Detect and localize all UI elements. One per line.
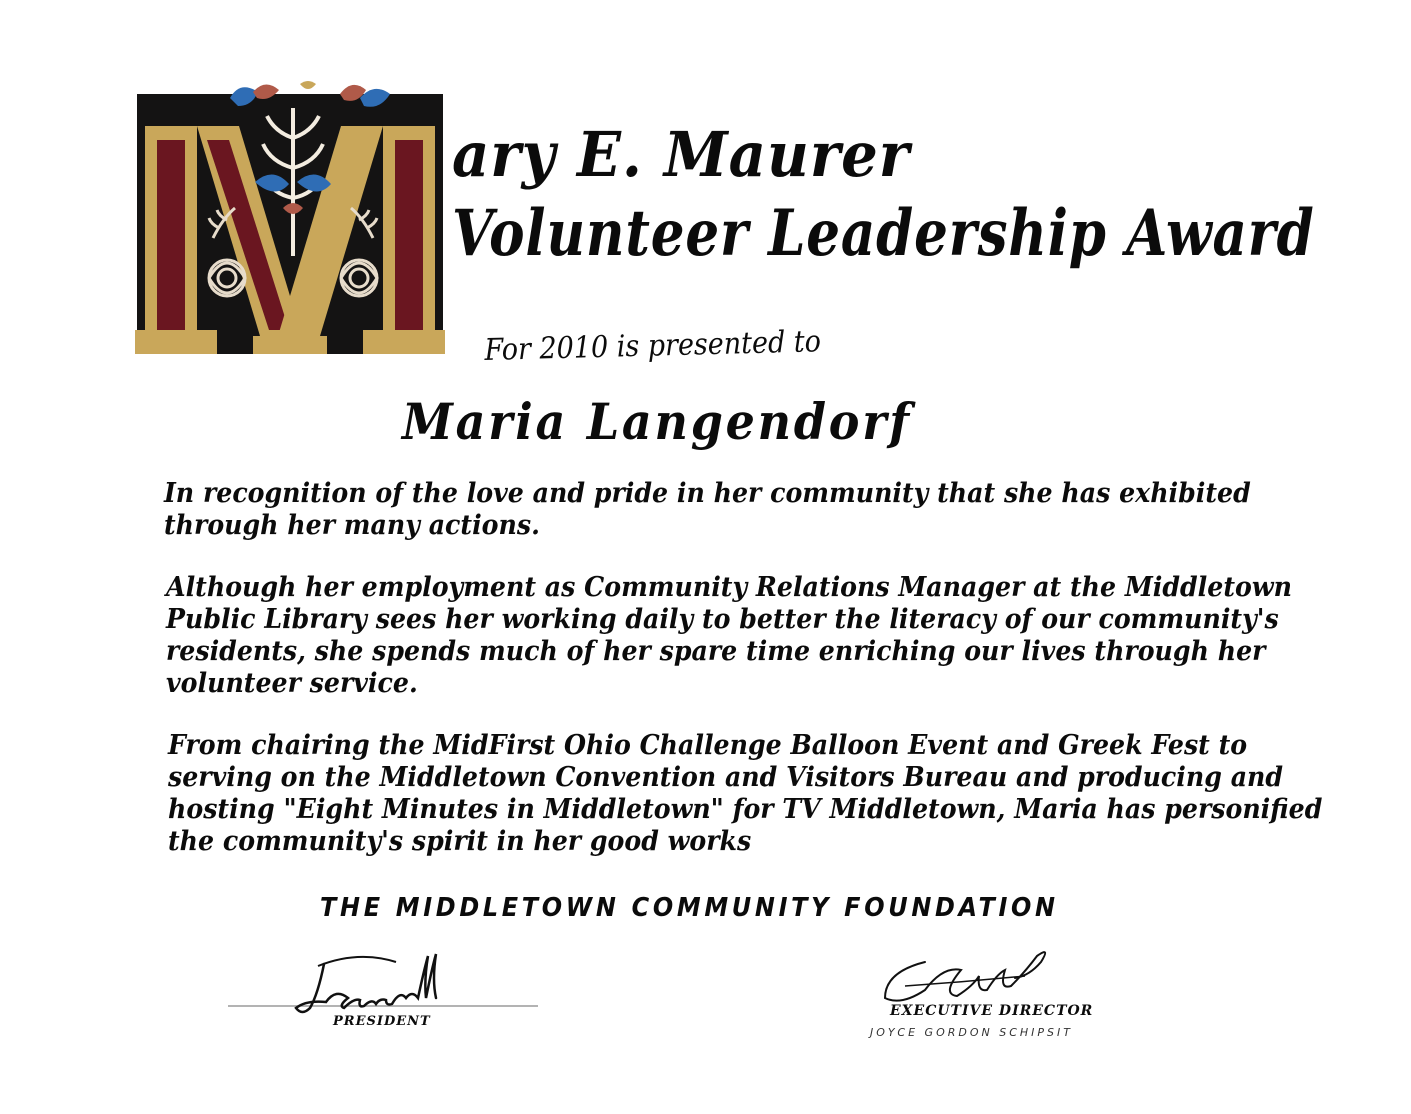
paragraph-line: the community's spirit in her good works <box>168 826 752 857</box>
illuminated-initial-m <box>135 78 445 356</box>
president-title: PRESIDENT <box>333 1014 431 1029</box>
achievements-paragraph <box>168 730 1323 858</box>
award-title-line-2: Volunteer Leadership Award <box>452 196 1315 271</box>
award-title-line-1: ary E. Maurer <box>452 118 911 191</box>
paragraph-line: volunteer service. <box>166 668 418 699</box>
paragraph-line: Public Library sees her working daily to better the literacy of our community's <box>166 604 1279 635</box>
recipient-name: Maria Langendorf <box>402 392 912 451</box>
recognition-paragraph <box>164 478 1251 542</box>
paragraph-line: In recognition of the love and pride in her community that she has exhibited <box>164 478 1251 509</box>
paragraph-line: through her many actions. <box>164 510 540 541</box>
paragraph-line: From chairing the MidFirst Ohio Challenge Balloon Event and Greek Fest to <box>168 730 1248 761</box>
presented-to-text: For 2010 is presented to <box>484 324 822 368</box>
paragraph-line: Although her employment as Community Relations Manager at the Middletown <box>166 572 1292 603</box>
paragraph-line: residents, she spends much of her spare time enriching our lives through her <box>166 636 1266 667</box>
executive-director-title: EXECUTIVE DIRECTOR <box>890 1003 1094 1019</box>
employment-paragraph <box>166 572 1292 700</box>
paragraph-line: serving on the Middletown Convention and Visitors Bureau and producing and <box>168 762 1284 793</box>
foundation-name: THE MIDDLETOWN COMMUNITY FOUNDATION <box>320 893 1059 923</box>
executive-director-name: JOYCE GORDON SCHIPSIT <box>870 1026 1073 1039</box>
paragraph-line: hosting "Eight Minutes in Middletown" for TV Middletown, Maria has personified <box>168 794 1323 825</box>
